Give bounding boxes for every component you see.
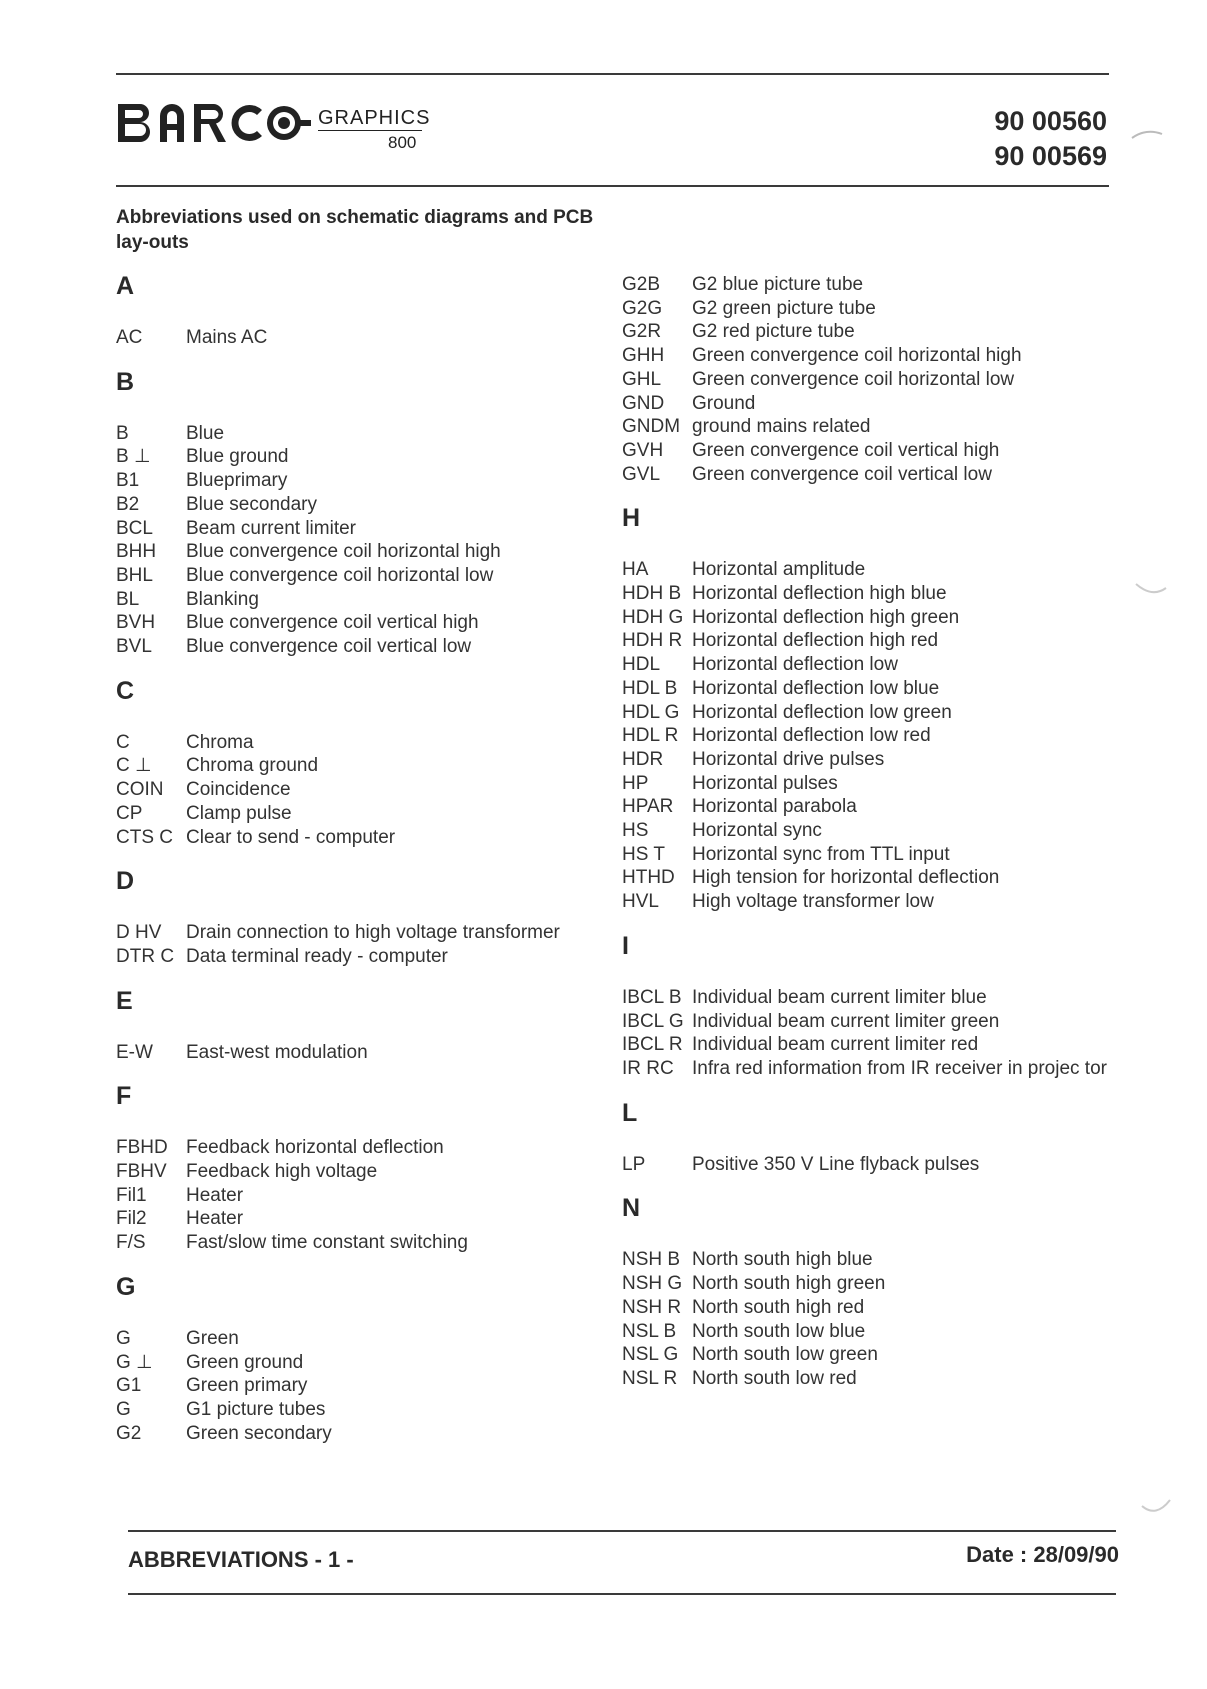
abbreviation-row — [116, 778, 586, 802]
abbreviation-term: HPAR — [622, 796, 674, 818]
section-g — [116, 1269, 586, 1446]
abbreviation-term: BVL — [116, 636, 152, 658]
abbreviation-definition: Horizontal deflection high red — [692, 630, 939, 652]
abbreviation-definition: North south low green — [692, 1344, 878, 1366]
abbreviation-row — [622, 1010, 1112, 1034]
abbreviation-term: E-W — [116, 1041, 153, 1063]
abbreviation-row — [116, 921, 586, 945]
abbreviation-definition: Mains AC — [186, 327, 268, 348]
abbreviation-definition: Horizontal deflection low red — [692, 725, 931, 747]
section-i — [622, 928, 1112, 1081]
abbreviation-definition: Chroma — [186, 731, 254, 753]
section-letter: C — [116, 676, 135, 705]
abbreviation-row — [622, 1248, 1112, 1272]
abbreviation-definition: North south high blue — [692, 1249, 873, 1271]
abbreviation-definition: Horizontal drive pulses — [692, 748, 885, 770]
abbreviation-definition: Heater — [186, 1208, 244, 1230]
abbreviation-term: NSL G — [622, 1344, 679, 1366]
abbreviation-definition: Green secondary — [186, 1422, 332, 1444]
abbreviation-definition: Green — [186, 1327, 239, 1349]
abbreviation-term: HDL — [622, 654, 661, 676]
abbreviation-row — [622, 890, 1112, 914]
abbreviation-definition: ground mains related — [692, 416, 871, 438]
abbreviation-term: HP — [622, 772, 649, 794]
abbreviation-row — [622, 986, 1112, 1010]
abbreviation-definition: Horizontal sync from TTL input — [692, 843, 950, 865]
abbreviation-definition: Horizontal deflection high green — [692, 606, 960, 628]
right-column — [622, 273, 1112, 1405]
abbreviation-definition: North south high green — [692, 1273, 886, 1295]
abbreviation-row — [116, 802, 586, 826]
section-letter: B — [116, 367, 135, 396]
abbreviation-term: GHH — [622, 345, 665, 367]
section-letter: N — [622, 1194, 641, 1223]
abbreviation-definition: Blue convergence coil horizontal low — [186, 564, 494, 586]
abbreviation-term: G — [116, 1398, 131, 1420]
abbreviation-row — [116, 469, 586, 493]
abbreviation-term: DTR C — [116, 945, 175, 967]
abbreviation-definition: Drain connection to high voltage transformer — [186, 922, 560, 944]
abbreviation-definition: Blue — [186, 422, 225, 444]
abbreviation-term: LP — [622, 1153, 646, 1175]
abbreviation-definition: Blue secondary — [186, 493, 317, 515]
abbreviation-row — [622, 795, 1112, 819]
abbreviation-term: NSH R — [622, 1296, 682, 1318]
abbreviation-term: IR RC — [622, 1057, 674, 1079]
abbreviation-row — [622, 653, 1112, 677]
abbreviation-definition: Blanking — [186, 588, 259, 610]
abbreviation-term: C — [116, 731, 130, 753]
abbreviation-row — [622, 1367, 1112, 1391]
abbreviation-row — [622, 1296, 1112, 1320]
abbreviation-row — [622, 1033, 1112, 1057]
abbreviation-definition: Data terminal ready - computer — [186, 945, 448, 967]
abbreviation-term: GND — [622, 392, 665, 414]
abbreviation-definition: Horizontal parabola — [692, 796, 857, 818]
logo-model: 800 — [388, 133, 417, 152]
abbreviation-row — [622, 677, 1112, 701]
document-numbers — [994, 104, 1107, 174]
section-letter: G — [116, 1272, 136, 1301]
abbreviation-row — [116, 731, 586, 755]
abbreviation-term: HDL R — [622, 725, 679, 747]
abbreviation-row — [116, 445, 586, 469]
abbreviation-definition: Fast/slow time constant switching — [186, 1232, 468, 1254]
abbreviation-row — [622, 558, 1112, 582]
section-n — [622, 1190, 1112, 1390]
abbreviation-definition: Clamp pulse — [186, 802, 292, 824]
abbreviation-term: Fil2 — [116, 1208, 147, 1230]
abbreviation-definition: Beam current limiter — [186, 517, 356, 539]
abbreviation-definition: Positive 350 V Line flyback pulses — [692, 1153, 980, 1175]
abbreviation-definition: Green convergence coil vertical high — [692, 439, 1000, 461]
abbreviation-term: G1 — [116, 1375, 142, 1397]
abbreviation-row — [116, 422, 586, 446]
section-f — [116, 1078, 586, 1255]
abbreviation-definition: Green convergence coil vertical low — [692, 463, 992, 485]
section-h — [622, 500, 1112, 914]
abbreviation-definition: Feedback high voltage — [186, 1161, 378, 1183]
abbreviation-row — [622, 629, 1112, 653]
section-letter: L — [622, 1098, 638, 1127]
abbreviation-row — [116, 517, 586, 541]
abbreviation-term: HDL G — [622, 701, 680, 723]
abbreviation-term: BHL — [116, 564, 153, 586]
abbreviation-definition: G1 picture tubes — [186, 1398, 326, 1420]
abbreviation-term: G2G — [622, 297, 663, 319]
abbreviation-row — [622, 843, 1112, 867]
scan-smudge-middle — [1132, 578, 1172, 608]
section-letter: I — [622, 931, 629, 960]
abbreviation-term: B1 — [116, 470, 140, 492]
abbreviation-term: COIN — [116, 779, 164, 801]
abbreviation-definition: Blue convergence coil horizontal high — [186, 541, 501, 563]
abbreviation-row — [622, 1343, 1112, 1367]
abbreviation-row — [622, 1272, 1112, 1296]
abbreviation-definition: North south high red — [692, 1296, 865, 1318]
abbreviation-row — [622, 748, 1112, 772]
abbreviation-row — [116, 1207, 586, 1231]
abbreviation-row — [116, 493, 586, 517]
abbreviation-term: HS T — [622, 843, 665, 865]
abbreviation-row — [116, 1231, 586, 1255]
abbreviation-row — [116, 588, 586, 612]
abbreviation-term: G — [116, 1327, 131, 1349]
abbreviation-definition: Green convergence coil horizontal high — [692, 345, 1022, 367]
abbreviation-definition: East-west modulation — [186, 1041, 368, 1063]
abbreviation-row — [116, 635, 586, 659]
abbreviation-term: BVH — [116, 612, 156, 634]
abbreviation-definition: Blue convergence coil vertical low — [186, 636, 472, 658]
section-letter: H — [622, 504, 641, 533]
abbreviation-definition: G2 blue picture tube — [692, 274, 864, 295]
doc-number-2: 90 00569 — [994, 141, 1107, 171]
abbreviation-definition: G2 green picture tube — [692, 297, 876, 319]
abbreviation-row — [116, 1136, 586, 1160]
abbreviation-definition: High voltage transformer low — [692, 891, 934, 913]
abbreviation-row — [622, 866, 1112, 890]
abbreviation-row — [622, 606, 1112, 630]
abbreviation-definition: North south low blue — [692, 1320, 866, 1342]
section-letter: A — [116, 272, 135, 300]
abbreviation-term: B2 — [116, 493, 140, 515]
abbreviation-term: CTS C — [116, 826, 173, 848]
abbreviation-row — [116, 826, 586, 850]
abbreviation-definition: Ground — [692, 392, 756, 414]
abbreviation-term: IBCL G — [622, 1010, 684, 1032]
abbreviation-row — [622, 392, 1112, 416]
top-rule — [116, 73, 1109, 75]
abbreviation-row — [116, 1041, 586, 1065]
abbreviation-term: GVH — [622, 439, 664, 461]
abbreviation-definition: Blue convergence coil vertical high — [186, 612, 479, 634]
abbreviation-term: IBCL B — [622, 986, 682, 1008]
abbreviation-term: IBCL R — [622, 1034, 683, 1056]
abbreviation-term: HDH B — [622, 583, 682, 605]
abbreviation-definition: Horizontal deflection low — [692, 654, 898, 676]
abbreviation-definition: Blue ground — [186, 446, 289, 468]
abbreviation-definition: G2 red picture tube — [692, 321, 855, 343]
abbreviation-row — [116, 326, 586, 350]
abbreviation-term: GNDM — [622, 416, 681, 438]
logo-underline — [318, 130, 422, 131]
abbreviation-row — [622, 772, 1112, 796]
abbreviation-row — [622, 463, 1112, 487]
abbreviation-row — [116, 564, 586, 588]
abbreviation-row — [116, 1374, 586, 1398]
abbreviation-row — [116, 540, 586, 564]
abbreviation-term: G ⊥ — [116, 1351, 153, 1373]
abbreviation-term: Fil1 — [116, 1184, 147, 1206]
abbreviation-term: GVL — [622, 463, 661, 485]
abbreviation-definition: Feedback horizontal deflection — [186, 1137, 444, 1159]
abbreviation-row — [116, 1184, 586, 1208]
abbreviation-row — [622, 1320, 1112, 1344]
abbreviation-term: HVL — [622, 891, 659, 913]
abbreviation-row — [622, 819, 1112, 843]
abbreviation-row — [116, 1160, 586, 1184]
section-l — [622, 1095, 1112, 1177]
footer-date: Date : 28/09/90 — [966, 1542, 1119, 1567]
abbreviation-definition: Coincidence — [186, 779, 291, 801]
abbreviation-row — [622, 320, 1112, 344]
header-bottom-rule — [116, 185, 1109, 187]
scan-smudge-top — [1128, 118, 1168, 148]
abbreviation-term: BHH — [116, 541, 157, 563]
abbreviation-term: HDR — [622, 748, 664, 770]
abbreviation-term: HDL B — [622, 677, 678, 699]
abbreviation-term: B — [116, 422, 129, 444]
section-b — [116, 364, 586, 659]
abbreviation-term: G2B — [622, 274, 661, 295]
abbreviation-definition: Horizontal amplitude — [692, 559, 866, 581]
abbreviation-definition: Chroma ground — [186, 755, 319, 777]
page-subtitle: Abbreviations used on schematic diagrams and PCB lay-outs — [116, 207, 594, 253]
section-letter: D — [116, 867, 135, 896]
abbreviation-definition: Heater — [186, 1184, 244, 1206]
abbreviation-term: GHL — [622, 368, 662, 390]
section-continued — [622, 273, 1112, 486]
abbreviation-row — [622, 415, 1112, 439]
abbreviation-row — [622, 344, 1112, 368]
abbreviation-term: HTHD — [622, 867, 675, 889]
abbreviation-term: G2 — [116, 1422, 142, 1444]
footer-bottom-rule — [128, 1593, 1116, 1595]
abbreviation-definition: Green convergence coil horizontal low — [692, 368, 1015, 390]
abbreviation-term: AC — [116, 327, 143, 348]
abbreviation-definition: Individual beam current limiter blue — [692, 986, 987, 1008]
abbreviation-row — [116, 1351, 586, 1375]
abbreviation-row — [622, 273, 1112, 297]
abbreviation-term: B ⊥ — [116, 446, 151, 468]
section-a — [116, 268, 586, 350]
abbreviation-row — [622, 1153, 1112, 1177]
scan-smudge-bottom — [1140, 1490, 1180, 1520]
abbreviation-row — [116, 754, 586, 778]
abbreviation-row — [116, 1422, 586, 1446]
section-e — [116, 983, 586, 1065]
footer-top-rule — [128, 1530, 1116, 1532]
abbreviation-term: NSL B — [622, 1320, 677, 1342]
abbreviation-term: D HV — [116, 922, 162, 944]
logo-graphics: GRAPHICS — [318, 107, 431, 129]
abbreviation-definition: Infra red information from IR receiver in projec tor — [692, 1057, 1107, 1079]
abbreviation-term: BL — [116, 588, 140, 610]
abbreviation-term: HDH G — [622, 606, 684, 628]
abbreviation-row — [116, 1327, 586, 1351]
abbreviation-term: BCL — [116, 517, 153, 539]
abbreviation-term: NSH G — [622, 1273, 683, 1295]
abbreviation-term: FBHD — [116, 1137, 168, 1159]
abbreviation-definition: Clear to send - computer — [186, 826, 396, 848]
section-letter: F — [116, 1082, 132, 1111]
abbreviation-definition: Individual beam current limiter red — [692, 1034, 979, 1056]
abbreviation-row — [622, 701, 1112, 725]
abbreviation-definition: Individual beam current limiter green — [692, 1010, 1000, 1032]
abbreviation-row — [622, 439, 1112, 463]
abbreviation-term: NSH B — [622, 1249, 681, 1271]
abbreviation-definition: Green primary — [186, 1375, 308, 1397]
section-letter: E — [116, 986, 133, 1015]
abbreviation-term: CP — [116, 802, 143, 824]
abbreviation-definition: Horizontal pulses — [692, 772, 838, 794]
abbreviation-term: FBHV — [116, 1161, 167, 1183]
abbreviation-term: HS — [622, 820, 649, 842]
doc-number-1: 90 00560 — [994, 106, 1107, 136]
abbreviation-definition: North south low red — [692, 1367, 857, 1389]
abbreviation-definition: Horizontal deflection high blue — [692, 583, 947, 605]
section-c — [116, 673, 586, 850]
abbreviation-definition: High tension for horizontal deflection — [692, 867, 1000, 889]
abbreviation-term: HDH R — [622, 630, 683, 652]
abbreviation-term: NSL R — [622, 1367, 678, 1389]
abbreviation-row — [622, 368, 1112, 392]
section-d — [116, 863, 586, 968]
footer-page-label: ABBREVIATIONS - 1 - — [128, 1547, 354, 1572]
abbreviation-term: HA — [622, 559, 649, 581]
abbreviation-definition: Green ground — [186, 1351, 304, 1373]
abbreviation-definition: Horizontal sync — [692, 820, 822, 842]
abbreviation-row — [622, 297, 1112, 321]
abbreviation-row — [116, 1398, 586, 1422]
abbreviation-row — [622, 1057, 1112, 1081]
left-column — [116, 268, 586, 1459]
abbreviation-row — [622, 582, 1112, 606]
abbreviation-row — [116, 945, 586, 969]
abbreviation-definition: Horizontal deflection low green — [692, 701, 952, 723]
abbreviation-term: F/S — [116, 1232, 146, 1254]
abbreviation-term: G2R — [622, 321, 662, 343]
abbreviation-row — [622, 724, 1112, 748]
abbreviation-definition: Blueprimary — [186, 470, 288, 492]
abbreviation-row — [116, 611, 586, 635]
abbreviation-term: C ⊥ — [116, 755, 152, 777]
abbreviation-definition: Horizontal deflection low blue — [692, 677, 940, 699]
